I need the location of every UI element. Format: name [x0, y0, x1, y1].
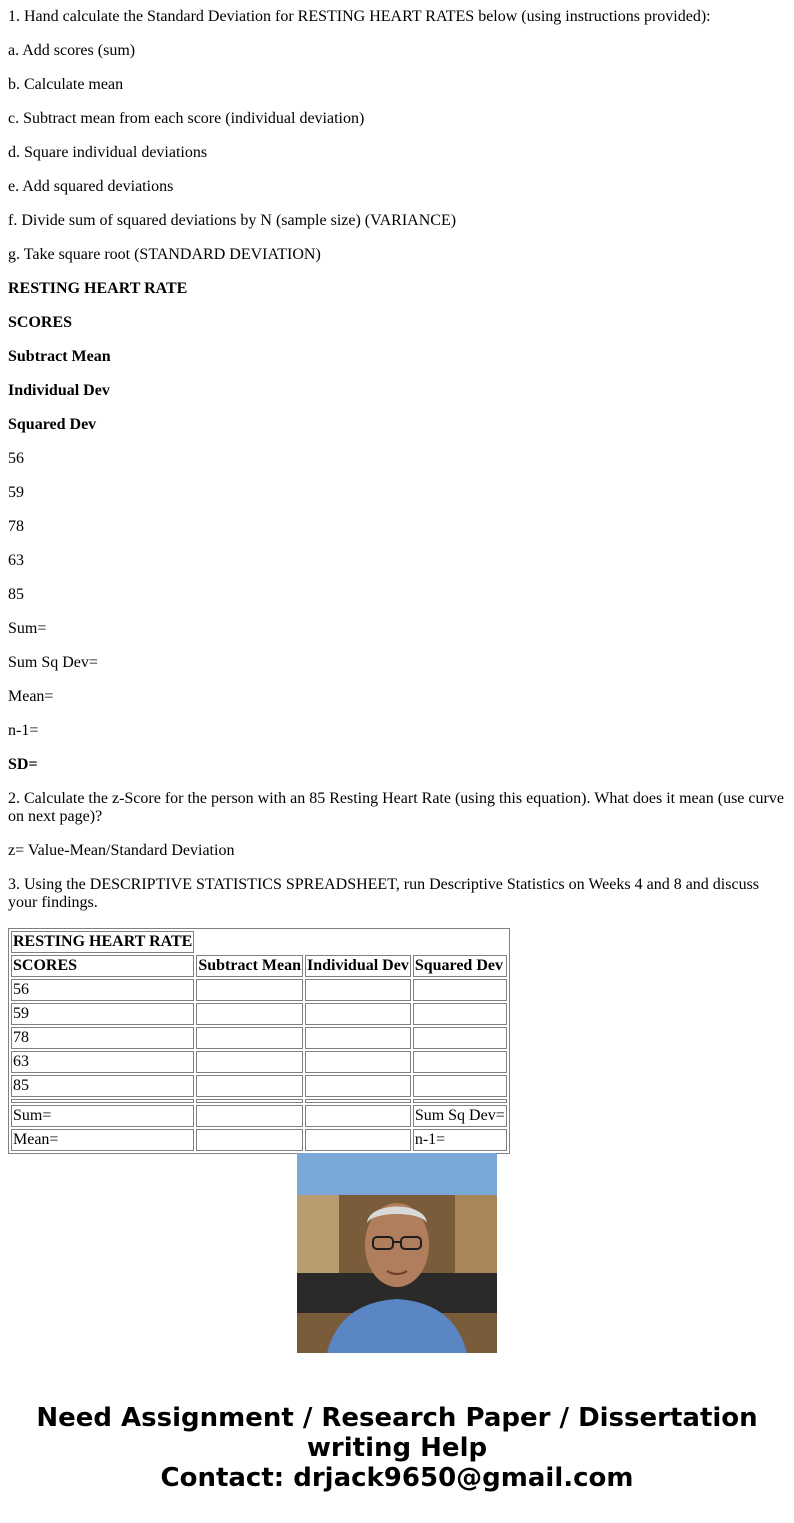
label-mean: Mean=: [8, 688, 54, 705]
promo-section: [0, 1140, 794, 1493]
table-title: RESTING HEART RATE: [11, 931, 194, 953]
score-cell: 78: [11, 1027, 194, 1049]
subtract-mean-cell[interactable]: [196, 1003, 303, 1025]
subtract-mean-cell[interactable]: [196, 1051, 303, 1073]
avatar: [297, 1153, 497, 1353]
score-cell: 63: [11, 1051, 194, 1073]
sum-value-cell[interactable]: [196, 1105, 303, 1127]
blank-cell: [305, 1105, 411, 1127]
mean-label-cell: Mean=: [11, 1129, 194, 1151]
table-spacer-row: [11, 1099, 507, 1103]
step-f: f. Divide sum of squared deviations by N (sample size) (VARIANCE): [8, 212, 457, 229]
label-n-minus-1: n-1=: [8, 722, 39, 739]
n-minus-1-cell: n-1=: [413, 1129, 507, 1151]
promo-line-2: writing Help: [306, 1433, 488, 1463]
score-cell: 59: [11, 1003, 194, 1025]
sum-sq-dev-cell: Sum Sq Dev=: [413, 1105, 507, 1127]
score-value: 63: [8, 552, 24, 569]
header-subtract-mean: Subtract Mean: [196, 955, 303, 977]
individual-dev-cell[interactable]: [305, 1051, 411, 1073]
promo-text: [0, 1403, 794, 1493]
table-row: [11, 1075, 507, 1097]
label-sd: SD=: [8, 756, 38, 773]
individual-dev-cell[interactable]: [305, 1027, 411, 1049]
table-row: [11, 1003, 507, 1025]
squared-dev-cell[interactable]: [413, 979, 507, 1001]
score-value: 56: [8, 450, 24, 467]
subtract-mean-cell[interactable]: [196, 1075, 303, 1097]
score-cell: 56: [11, 979, 194, 1001]
label-subtract-mean: Subtract Mean: [8, 348, 111, 365]
individual-dev-cell[interactable]: [305, 979, 411, 1001]
label-squared-dev: Squared Dev: [8, 416, 97, 433]
label-sum-sq-dev: Sum Sq Dev=: [8, 654, 98, 671]
table-row: [11, 1051, 507, 1073]
header-individual-dev: Individual Dev: [305, 955, 411, 977]
label-individual-dev: Individual Dev: [8, 382, 110, 399]
header-squared-dev: Squared Dev: [413, 955, 507, 977]
score-value: 78: [8, 518, 24, 535]
label-scores: SCORES: [8, 314, 73, 331]
score-value: 85: [8, 586, 24, 603]
individual-dev-cell[interactable]: [305, 1075, 411, 1097]
subtract-mean-cell[interactable]: [196, 979, 303, 1001]
sum-label-cell: Sum=: [11, 1105, 194, 1127]
label-sum: Sum=: [8, 620, 47, 637]
squared-dev-cell[interactable]: [413, 1051, 507, 1073]
step-d: d. Square individual deviations: [8, 144, 208, 161]
subtract-mean-cell[interactable]: [196, 1027, 303, 1049]
question-3: 3. Using the DESCRIPTIVE STATISTICS SPREADSHEET, run Descriptive Statistics on Weeks 4 and 8 and discuss your findings.: [8, 876, 760, 911]
table-header-row: [11, 955, 507, 977]
step-e: e. Add squared deviations: [8, 178, 174, 195]
heart-rate-table: [8, 928, 510, 1154]
table-title-row: [11, 931, 507, 953]
step-g: g. Take square root (STANDARD DEVIATION): [8, 246, 321, 263]
squared-dev-cell[interactable]: [413, 1027, 507, 1049]
avatar-photo: [297, 1153, 497, 1353]
promo-line-1: Need Assignment / Research Paper / Dissertation: [36, 1403, 758, 1433]
table-row: [11, 979, 507, 1001]
squared-dev-cell[interactable]: [413, 1003, 507, 1025]
table-row: [11, 1027, 507, 1049]
z-score-formula: z= Value-Mean/Standard Deviation: [8, 842, 235, 859]
score-cell: 85: [11, 1075, 194, 1097]
promo-contact[interactable]: Contact: drjack9650@gmail.com: [160, 1463, 634, 1493]
score-value: 59: [8, 484, 24, 501]
step-a: a. Add scores (sum): [8, 42, 136, 59]
document-body: [8, 0, 786, 1148]
header-scores: SCORES: [11, 955, 194, 977]
individual-dev-cell[interactable]: [305, 1003, 411, 1025]
question-1: 1. Hand calculate the Standard Deviation for RESTING HEART RATES below (using instructions provided):: [8, 8, 711, 25]
step-b: b. Calculate mean: [8, 76, 124, 93]
label-resting-heart-rate: RESTING HEART RATE: [8, 280, 188, 297]
question-2: 2. Calculate the z-Score for the person with an 85 Resting Heart Rate (using this equation). What does it mean (use curve on next page)?: [8, 790, 784, 825]
step-c: c. Subtract mean from each score (individual deviation): [8, 110, 365, 127]
table-sum-row: [11, 1105, 507, 1127]
squared-dev-cell[interactable]: [413, 1075, 507, 1097]
